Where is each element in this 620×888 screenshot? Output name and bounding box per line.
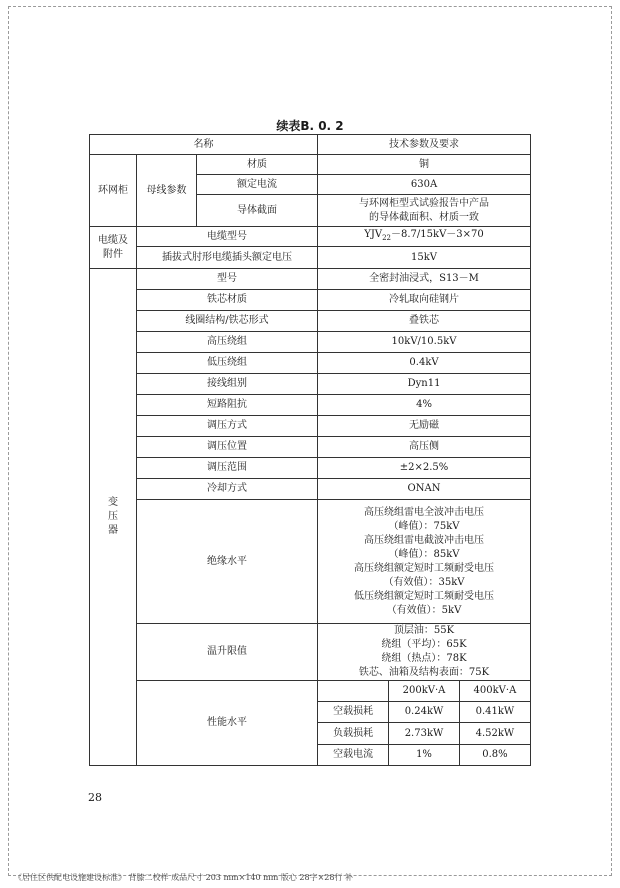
cable-label — [90, 227, 137, 269]
cable-model-suffix: －8.7/15kV－3×70 — [391, 229, 484, 240]
row-value: 铜 — [318, 155, 531, 175]
performance-value: 2.73kW — [389, 723, 460, 744]
row-name: 高压绕组 — [137, 332, 318, 353]
row-name: 低压绕组 — [137, 353, 318, 374]
performance-value: 4.52kW — [459, 723, 530, 744]
row-name: 型号 — [137, 269, 318, 290]
cable-model-subscript: 22 — [382, 234, 392, 242]
performance-row — [318, 723, 530, 744]
row-value: 全密封油浸式，S13－M — [318, 269, 531, 290]
performance-col-header: 400kV·A — [459, 681, 530, 702]
row-name: 接线组别 — [137, 374, 318, 395]
row-value: ONAN — [318, 479, 531, 500]
table-row — [90, 416, 531, 437]
insulation-value — [318, 500, 531, 624]
header-spec: 技术参数及要求 — [318, 135, 531, 155]
temp-rise-value — [318, 624, 531, 681]
row-value: 高压侧 — [318, 437, 531, 458]
performance-row-name: 空载损耗 — [318, 702, 389, 723]
row-name: 短路阻抗 — [137, 395, 318, 416]
table-row — [90, 500, 531, 624]
row-value: 4% — [318, 395, 531, 416]
page-number: 28 — [88, 791, 102, 804]
table-row — [90, 155, 531, 175]
row-value: 15kV — [318, 247, 531, 269]
print-footer: 《居住区供配电设施建设标准》 背膝二校样 成品尺寸 203 mm×140 mm 版心 28字×28行 补 — [14, 873, 353, 882]
header-name: 名称 — [90, 135, 318, 155]
performance-value: 0.24kW — [389, 702, 460, 723]
table-row — [90, 227, 531, 247]
value-line: 铁芯、油箱及结构表面：75K — [358, 667, 490, 678]
table-caption: 续表B. 0. 2 — [276, 119, 344, 133]
row-value — [318, 227, 531, 247]
spec-table — [89, 134, 531, 766]
value-line: 高压绕组雷电截波冲击电压 — [364, 534, 485, 546]
row-name: 调压方式 — [137, 416, 318, 437]
row-value: 630A — [318, 175, 531, 195]
row-name: 性能水平 — [137, 681, 318, 766]
row-value: 无励磁 — [318, 416, 531, 437]
table-row — [90, 458, 531, 479]
performance-cell — [318, 681, 531, 766]
performance-row-name: 空载电流 — [318, 744, 389, 765]
value-line: 高压绕组雷电全波冲击电压 — [364, 506, 485, 518]
cable-model-prefix: YJV — [364, 229, 383, 240]
table-row — [90, 290, 531, 311]
row-name: 额定电流 — [197, 175, 318, 195]
table-row — [90, 681, 531, 766]
value-line: 顶层油：55K — [393, 625, 455, 636]
row-value: 叠铁芯 — [318, 311, 531, 332]
performance-row — [318, 744, 530, 765]
performance-corner — [318, 681, 389, 702]
cable-label-line: 电缆及 — [98, 234, 128, 246]
performance-header-row — [318, 681, 530, 702]
value-line: 绕组（平均）：65K — [381, 639, 467, 650]
value-line: （峰值）：75kV — [388, 520, 460, 532]
row-value: ±2×2.5% — [318, 458, 531, 479]
value-line: 的导体截面积、材质一致 — [369, 211, 480, 223]
table-header-row — [90, 135, 531, 155]
value-line: 绕组（热点）：78K — [381, 653, 467, 664]
row-name: 材质 — [197, 155, 318, 175]
row-name: 绝缘水平 — [137, 500, 318, 624]
transformer-label — [90, 269, 137, 766]
performance-col-header: 200kV·A — [389, 681, 460, 702]
transformer-label-char: 变 — [108, 497, 118, 508]
performance-row — [318, 702, 530, 723]
row-name: 温升限值 — [137, 624, 318, 681]
value-line: 高压绕组额定短时工频耐受电压 — [354, 562, 495, 574]
row-name: 电缆型号 — [137, 227, 318, 247]
table-row — [90, 311, 531, 332]
performance-table — [318, 681, 530, 765]
performance-row-name: 负载损耗 — [318, 723, 389, 744]
busbar-label: 母线参数 — [137, 155, 197, 227]
cable-label-line: 附件 — [103, 248, 123, 260]
table-row — [90, 395, 531, 416]
performance-value: 1% — [389, 744, 460, 765]
row-name: 导体截面 — [197, 195, 318, 227]
table-row — [90, 437, 531, 458]
performance-value: 0.8% — [459, 744, 530, 765]
row-value: 10kV/10.5kV — [318, 332, 531, 353]
ring-cabinet-label: 环网柜 — [90, 155, 137, 227]
row-name: 调压范围 — [137, 458, 318, 479]
table-row — [90, 332, 531, 353]
table-row — [90, 353, 531, 374]
row-value: Dyn11 — [318, 374, 531, 395]
table-row — [90, 624, 531, 681]
value-line: 与环网柜型式试验报告中产品 — [359, 197, 490, 209]
row-name: 线圈结构/铁芯形式 — [137, 311, 318, 332]
row-value: 冷轧取向硅钢片 — [318, 290, 531, 311]
transformer-label-char: 压 — [108, 511, 118, 522]
transformer-label-char: 器 — [108, 525, 118, 536]
table-row — [90, 374, 531, 395]
performance-value: 0.41kW — [459, 702, 530, 723]
row-name: 插拔式肘形电缆插头额定电压 — [137, 247, 318, 269]
value-line: （峰值）：85kV — [388, 548, 460, 560]
table-row — [90, 479, 531, 500]
row-value: 0.4kV — [318, 353, 531, 374]
row-value — [318, 195, 531, 227]
table-row — [90, 247, 531, 269]
value-line: （有效值）：35kV — [383, 576, 465, 588]
row-name: 冷却方式 — [137, 479, 318, 500]
row-name: 铁芯材质 — [137, 290, 318, 311]
value-line: （有效值）：5kV — [386, 604, 462, 616]
value-line: 低压绕组额定短时工频耐受电压 — [354, 590, 495, 602]
row-name: 调压位置 — [137, 437, 318, 458]
table-row — [90, 269, 531, 290]
